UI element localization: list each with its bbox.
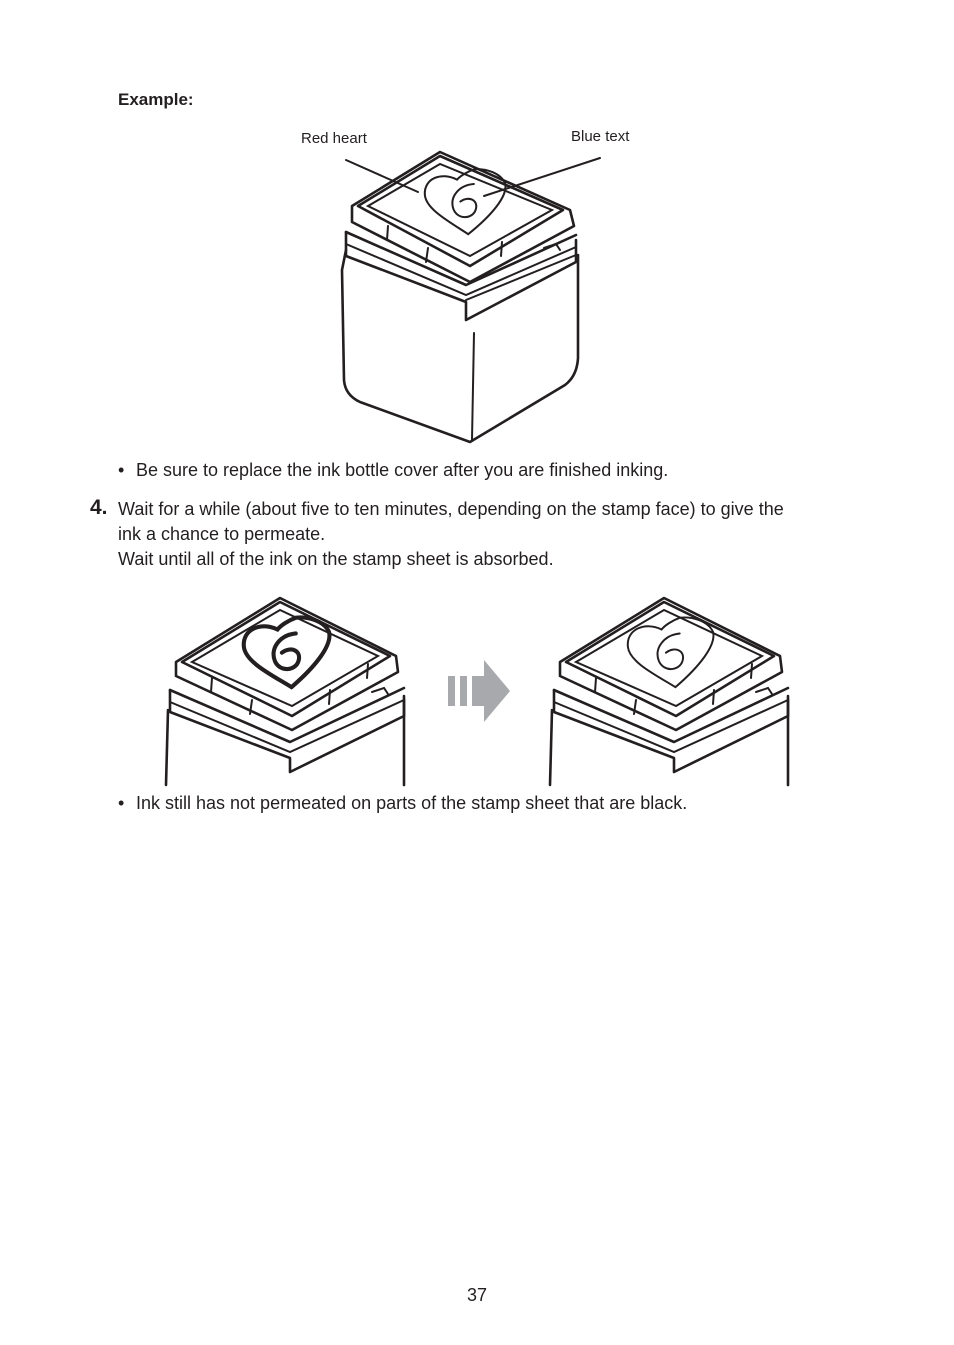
example-heading: Example: [118, 90, 194, 109]
bullet-text: Be sure to replace the ink bottle cover after you are finished inking. [136, 460, 669, 480]
callout-red-heart: Red heart [301, 130, 367, 147]
step-text-line-1: Wait for a while (about five to ten minutes, depending on the stamp face) to give the [118, 499, 784, 519]
arrow-icon [448, 660, 510, 722]
step-number: 4. [90, 496, 108, 519]
bullet-text: Ink still has not permeated on parts of the stamp sheet that are black. [136, 793, 688, 813]
callout-blue-text: Blue text [571, 128, 630, 145]
stamp-after-illustration [550, 598, 788, 785]
page-number: 37 [466, 1285, 488, 1305]
step-text-line-2: ink a chance to permeate. [118, 524, 326, 544]
bullet-mark: • [118, 793, 125, 813]
stamp-bottle-illustration [342, 152, 600, 442]
stamp-before-illustration [166, 598, 404, 785]
bullet-mark: • [118, 460, 125, 480]
step-text-line-3: Wait until all of the ink on the stamp sheet is absorbed. [118, 549, 554, 569]
